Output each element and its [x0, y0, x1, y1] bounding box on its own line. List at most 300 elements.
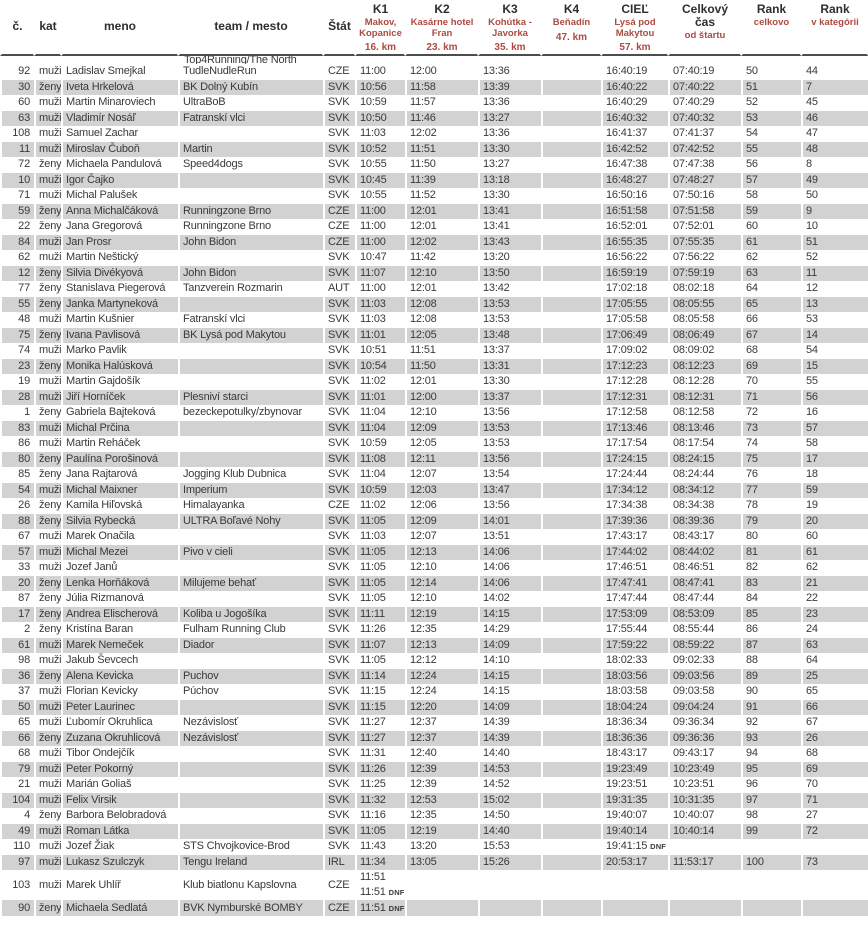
cell-k4	[541, 746, 601, 762]
cell-total: 07:56:22	[668, 250, 741, 266]
cell-rank: 87	[741, 638, 801, 654]
cell-k1: 11:16	[355, 808, 405, 824]
cell-rankcat: 44	[801, 64, 868, 80]
cell-team: Klub biatlonu Kapslovna	[178, 870, 323, 900]
cell-rank: 95	[741, 762, 801, 778]
cell-team: Fatranskí vlci	[178, 312, 323, 328]
cell-k3: 13:30	[478, 142, 541, 158]
cell-kat: muži	[34, 793, 61, 809]
result-row	[0, 715, 868, 731]
cell-bib: 97	[0, 855, 34, 871]
cell-stat: SVK	[323, 80, 355, 96]
cell-ciel: 17:39:36	[601, 514, 668, 530]
cell-rankcat: 23	[801, 607, 868, 623]
cell-total: 07:42:52	[668, 142, 741, 158]
cell-meno: Michaela Sedlatá	[61, 900, 178, 916]
cell-ciel: 18:02:33	[601, 653, 668, 669]
cell-meno: Florian Kevicky	[61, 684, 178, 700]
cell-rankcat: 71	[801, 793, 868, 809]
cell-kat: ženy	[34, 204, 61, 220]
cell-rank: 63	[741, 266, 801, 282]
cell-team: BVK Nymburské BOMBY	[178, 900, 323, 916]
col-header-stat	[323, 0, 355, 56]
col-label: Celkový čas	[681, 2, 729, 29]
cell-k1: 10:59	[355, 436, 405, 452]
cell-k4	[541, 498, 601, 514]
cell-k1: 11:04	[355, 421, 405, 437]
cell-k4	[541, 467, 601, 483]
cell-team	[178, 777, 323, 793]
cell-stat: SVK	[323, 436, 355, 452]
cell-rankcat: 53	[801, 312, 868, 328]
result-row	[0, 514, 868, 530]
cell-rankcat: 67	[801, 715, 868, 731]
cell-kat: muži	[34, 483, 61, 499]
cell-kat: muži	[34, 235, 61, 251]
cell-bib: 88	[0, 514, 34, 530]
result-row	[0, 266, 868, 282]
cell-kat: muži	[34, 684, 61, 700]
cell-k4	[541, 669, 601, 685]
cell-kat: ženy	[34, 266, 61, 282]
cell-k2: 12:08	[405, 312, 478, 328]
result-row	[0, 746, 868, 762]
cell-k2: 12:11	[405, 452, 478, 468]
cell-kat: muži	[34, 64, 61, 80]
cell-bib: 55	[0, 297, 34, 313]
cell-k4	[541, 436, 601, 452]
cell-k3: 13:53	[478, 312, 541, 328]
cell-ciel: 17:46:51	[601, 560, 668, 576]
cell-rank: 96	[741, 777, 801, 793]
cell-meno: Stanislava Piegerová	[61, 281, 178, 297]
cell-k2: 12:09	[405, 421, 478, 437]
cell-total: 08:12:23	[668, 359, 741, 375]
cell-ciel: 17:12:23	[601, 359, 668, 375]
cell-rank: 64	[741, 281, 801, 297]
cell-k3: 13:37	[478, 343, 541, 359]
cell-bib: 77	[0, 281, 34, 297]
cell-ciel: 17:55:44	[601, 622, 668, 638]
cell-ciel: 19:23:51	[601, 777, 668, 793]
cell-k2: 12:24	[405, 684, 478, 700]
dnf-flag: DNF	[650, 842, 667, 852]
cell-meno: Monika Halúsková	[61, 359, 178, 375]
cell-stat: CZE	[323, 235, 355, 251]
cell-ciel: 16:40:29	[601, 95, 668, 111]
cell-k4	[541, 281, 601, 297]
result-row	[0, 359, 868, 375]
cell-team: Jogging Klub Dubnica	[178, 467, 323, 483]
col-label: team / mesto	[214, 19, 288, 33]
result-row	[0, 219, 868, 235]
cell-total: 07:40:22	[668, 80, 741, 96]
cell-k4	[541, 839, 601, 855]
result-row	[0, 328, 868, 344]
cell-meno: Paulína Porošinová	[61, 452, 178, 468]
cell-k2: 11:50	[405, 359, 478, 375]
cell-k4	[541, 235, 601, 251]
cell-total: 07:47:38	[668, 157, 741, 173]
col-label: K3	[502, 2, 518, 16]
cell-team	[178, 173, 323, 189]
cell-rank: 91	[741, 700, 801, 716]
cell-total	[668, 839, 741, 855]
cell-kat: ženy	[34, 157, 61, 173]
cell-k2: 12:37	[405, 731, 478, 747]
cell-k2: 12:05	[405, 328, 478, 344]
cell-k1: 11:15	[355, 700, 405, 716]
cell-bib: 79	[0, 762, 34, 778]
col-label: kat	[39, 19, 57, 33]
cell-k1: 11:05	[355, 545, 405, 561]
cell-rankcat: 65	[801, 684, 868, 700]
cell-k2: 12:00	[405, 390, 478, 406]
cell-rankcat: 50	[801, 188, 868, 204]
cell-rank: 88	[741, 653, 801, 669]
cell-k1: 11:04	[355, 467, 405, 483]
cell-rankcat: 15	[801, 359, 868, 375]
result-row	[0, 126, 868, 142]
cell-kat: ženy	[34, 80, 61, 96]
cell-meno: Jozef Žiak	[61, 839, 178, 855]
col-header-k4	[541, 0, 601, 56]
cell-team: Martin	[178, 142, 323, 158]
cell-total: 09:03:56	[668, 669, 741, 685]
cell-rank: 61	[741, 235, 801, 251]
result-row	[0, 312, 868, 328]
cell-k3: 13:31	[478, 359, 541, 375]
cell-rank: 55	[741, 142, 801, 158]
cell-k3: 13:30	[478, 188, 541, 204]
cell-k3	[478, 56, 541, 64]
cell-kat: muži	[34, 700, 61, 716]
checkpoint-distance: 23. km	[426, 42, 458, 53]
cell-rankcat: 26	[801, 731, 868, 747]
cell-rank: 100	[741, 855, 801, 871]
cell-total: 07:59:19	[668, 266, 741, 282]
checkpoint-name: Kohútka - Javorka	[488, 17, 532, 39]
cell-team	[178, 746, 323, 762]
dnf-flag: DNF	[388, 903, 405, 913]
cell-stat: SVK	[323, 746, 355, 762]
cell-k4	[541, 545, 601, 561]
checkpoint-name: Beňadín	[552, 17, 591, 28]
cell-ciel: 18:03:56	[601, 669, 668, 685]
cell-k2: 12:37	[405, 715, 478, 731]
cell-total: 09:36:36	[668, 731, 741, 747]
cell-total	[668, 56, 741, 64]
cell-kat: ženy	[34, 576, 61, 592]
cell-rank: 82	[741, 560, 801, 576]
cell-total: 10:40:07	[668, 808, 741, 824]
result-row	[0, 436, 868, 452]
cell-k1: 11:15	[355, 684, 405, 700]
cell-bib: 26	[0, 498, 34, 514]
cell-k3	[478, 870, 541, 900]
cell-k4	[541, 622, 601, 638]
result-row	[0, 700, 868, 716]
cell-k1: 11:01	[355, 390, 405, 406]
cell-k2: 11:42	[405, 250, 478, 266]
result-row	[0, 204, 868, 220]
cell-team: Himalayanka	[178, 498, 323, 514]
cell-k4	[541, 111, 601, 127]
result-row	[0, 900, 868, 916]
cell-rankcat: 72	[801, 824, 868, 840]
cell-rankcat: 47	[801, 126, 868, 142]
cell-ciel: 16:40:22	[601, 80, 668, 96]
cell-meno: Marek Nemeček	[61, 638, 178, 654]
cell-meno: Michal Palušek	[61, 188, 178, 204]
col-header-rank-overall	[741, 0, 801, 56]
cell-meno: Martin Neštický	[61, 250, 178, 266]
cell-rankcat: 56	[801, 390, 868, 406]
cell-meno: Jana Rajtarová	[61, 467, 178, 483]
cell-meno: Júlia Rizmanová	[61, 591, 178, 607]
cell-rank: 62	[741, 250, 801, 266]
cell-ciel: 18:36:36	[601, 731, 668, 747]
header-row	[0, 0, 868, 56]
cell-total: 08:05:55	[668, 297, 741, 313]
cell-bib: 83	[0, 421, 34, 437]
cell-k2: 12:24	[405, 669, 478, 685]
cell-k1: 11:07	[355, 638, 405, 654]
cell-ciel: 18:36:34	[601, 715, 668, 731]
cell-k1: 10:59	[355, 483, 405, 499]
cell-stat: SVK	[323, 266, 355, 282]
cell-k4	[541, 359, 601, 375]
cell-rank: 54	[741, 126, 801, 142]
cell-k4	[541, 374, 601, 390]
cell-team: Púchov	[178, 684, 323, 700]
cell-k2: 12:39	[405, 762, 478, 778]
cell-stat: IRL	[323, 855, 355, 871]
cell-kat: ženy	[34, 219, 61, 235]
cell-k3: 13:47	[478, 483, 541, 499]
cell-rankcat: 55	[801, 374, 868, 390]
cell-rank: 98	[741, 808, 801, 824]
cell-stat: SVK	[323, 173, 355, 189]
cell-stat: SVK	[323, 405, 355, 421]
cell-meno: Jozef Janů	[61, 560, 178, 576]
cell-k2: 12:14	[405, 576, 478, 592]
cell-k3: 14:53	[478, 762, 541, 778]
cell-stat: SVK	[323, 359, 355, 375]
cell-stat: SVK	[323, 343, 355, 359]
cell-rank: 66	[741, 312, 801, 328]
cell-team	[178, 560, 323, 576]
cell-team: Runningzone Brno	[178, 204, 323, 220]
cell-meno: Marko Pavlik	[61, 343, 178, 359]
cell-k3: 13:39	[478, 80, 541, 96]
cell-k4	[541, 793, 601, 809]
cell-k4	[541, 514, 601, 530]
cell-k4	[541, 188, 601, 204]
cell-ciel: 18:04:24	[601, 700, 668, 716]
cell-bib: 92	[0, 64, 34, 80]
cell-total: 07:52:01	[668, 219, 741, 235]
cell-rank: 78	[741, 498, 801, 514]
cell-bib: 60	[0, 95, 34, 111]
cell-k2: 12:05	[405, 436, 478, 452]
cell-k1: 11:04	[355, 405, 405, 421]
cell-rank: 72	[741, 405, 801, 421]
cell-team: Koliba u Jogošíka	[178, 607, 323, 623]
cell-k3: 14:40	[478, 746, 541, 762]
cell-bib: 98	[0, 653, 34, 669]
cell-bib: 17	[0, 607, 34, 623]
cell-stat: SVK	[323, 514, 355, 530]
cell-k4	[541, 638, 601, 654]
cell-k1: 11:03	[355, 126, 405, 142]
result-row	[0, 638, 868, 654]
cell-bib: 2	[0, 622, 34, 638]
cell-bib: 4	[0, 808, 34, 824]
cell-k1: 11:05	[355, 591, 405, 607]
result-row	[0, 731, 868, 747]
cell-total: 08:46:51	[668, 560, 741, 576]
cell-k1: 11:14	[355, 669, 405, 685]
cell-ciel: 16:56:22	[601, 250, 668, 266]
cell-k2: 13:20	[405, 839, 478, 855]
cell-rank	[741, 870, 801, 900]
cell-rankcat	[801, 56, 868, 64]
col-sublabel: v kategórii	[811, 17, 859, 28]
cell-kat: muži	[34, 436, 61, 452]
cell-bib: 108	[0, 126, 34, 142]
cell-bib: 21	[0, 777, 34, 793]
cell-team: Fatranskí vlci	[178, 111, 323, 127]
cell-k3: 13:36	[478, 64, 541, 80]
cell-k4	[541, 560, 601, 576]
cell-ciel: 20:53:17	[601, 855, 668, 871]
cell-k2: 12:07	[405, 529, 478, 545]
cell-rankcat: 69	[801, 762, 868, 778]
cell-ciel: 17:34:12	[601, 483, 668, 499]
cell-meno: Ivana Pavlisová	[61, 328, 178, 344]
cell-rank: 75	[741, 452, 801, 468]
cell-total: 08:44:02	[668, 545, 741, 561]
cell-total: 08:24:44	[668, 467, 741, 483]
checkpoint-distance: 35. km	[494, 42, 526, 53]
cell-meno: Jan Prosr	[61, 235, 178, 251]
cell-k4	[541, 870, 601, 900]
cell-ciel: 17:53:09	[601, 607, 668, 623]
cell-ciel: 17:12:28	[601, 374, 668, 390]
col-label: Rank	[756, 2, 787, 16]
cell-kat: ženy	[34, 405, 61, 421]
cell-total: 10:23:49	[668, 762, 741, 778]
cell-k1: 11:01	[355, 328, 405, 344]
cell-kat: muži	[34, 653, 61, 669]
cell-k3: 14:15	[478, 684, 541, 700]
col-header-meno	[61, 0, 178, 56]
cell-stat: SVK	[323, 653, 355, 669]
cell-team: STS Chvojkovice-Brod	[178, 839, 323, 855]
cell-kat: ženy	[34, 328, 61, 344]
cell-k1: 10:55	[355, 188, 405, 204]
cell-meno: Igor Čajko	[61, 173, 178, 189]
cell-k4	[541, 126, 601, 142]
cell-k1: 11:27	[355, 731, 405, 747]
checkpoint-distance: 57. km	[619, 42, 651, 53]
cell-total: 07:41:37	[668, 126, 741, 142]
cell-stat: SVK	[323, 560, 355, 576]
cell-total	[668, 900, 741, 916]
cell-meno: Silvia Rybecká	[61, 514, 178, 530]
cell-ciel: 17:05:55	[601, 297, 668, 313]
cell-rankcat: 18	[801, 467, 868, 483]
cell-meno: Michal Mezei	[61, 545, 178, 561]
cell-rankcat: 16	[801, 405, 868, 421]
cell-meno: Martin Minaroviech	[61, 95, 178, 111]
cell-k4	[541, 808, 601, 824]
cell-total: 08:02:18	[668, 281, 741, 297]
cell-stat: SVK	[323, 142, 355, 158]
cell-k4	[541, 653, 601, 669]
cell-k4	[541, 142, 601, 158]
cell-stat: SVK	[323, 669, 355, 685]
cell-k3: 13:53	[478, 436, 541, 452]
cell-k3: 13:51	[478, 529, 541, 545]
cell-rankcat: 11	[801, 266, 868, 282]
cell-total: 08:34:12	[668, 483, 741, 499]
cell-k1: 11:05	[355, 560, 405, 576]
cell-rankcat	[801, 839, 868, 855]
cell-team	[178, 421, 323, 437]
col-header-team	[178, 0, 323, 56]
cell-k2: 12:10	[405, 560, 478, 576]
cell-kat: muži	[34, 746, 61, 762]
cell-meno: Martin Kušnier	[61, 312, 178, 328]
cell-rankcat: 57	[801, 421, 868, 437]
cell-bib: 12	[0, 266, 34, 282]
cell-k3: 13:43	[478, 235, 541, 251]
cell-k3: 13:53	[478, 421, 541, 437]
cell-total: 08:53:09	[668, 607, 741, 623]
cell-total: 07:51:58	[668, 204, 741, 220]
cell-k2: 11:39	[405, 173, 478, 189]
cell-kat: ženy	[34, 622, 61, 638]
cell-stat: SVK	[323, 700, 355, 716]
cell-bib: 59	[0, 204, 34, 220]
cell-rank	[741, 839, 801, 855]
cell-k4	[541, 219, 601, 235]
cell-ciel: 17:59:22	[601, 638, 668, 654]
cell-meno: Ladislav Smejkal	[61, 64, 178, 80]
cell-kat: ženy	[34, 467, 61, 483]
dnf-flag: DNF	[388, 888, 405, 898]
cell-k4	[541, 405, 601, 421]
col-header-bib	[0, 0, 34, 56]
cell-stat: SVK	[323, 808, 355, 824]
cell-total: 08:59:22	[668, 638, 741, 654]
checkpoint-distance: 16. km	[364, 42, 397, 53]
cell-k1: 11:32	[355, 793, 405, 809]
cell-team	[178, 188, 323, 204]
cell-meno: Roman Látka	[61, 824, 178, 840]
cell-bib: 63	[0, 111, 34, 127]
result-row	[0, 669, 868, 685]
cell-ciel: 16:48:27	[601, 173, 668, 189]
cell-rankcat: 48	[801, 142, 868, 158]
col-sublabel: celkovo	[753, 17, 790, 28]
cell-kat: muži	[34, 715, 61, 731]
cell-k4	[541, 715, 601, 731]
cell-k3: 13:56	[478, 498, 541, 514]
cell-stat: SVK	[323, 622, 355, 638]
